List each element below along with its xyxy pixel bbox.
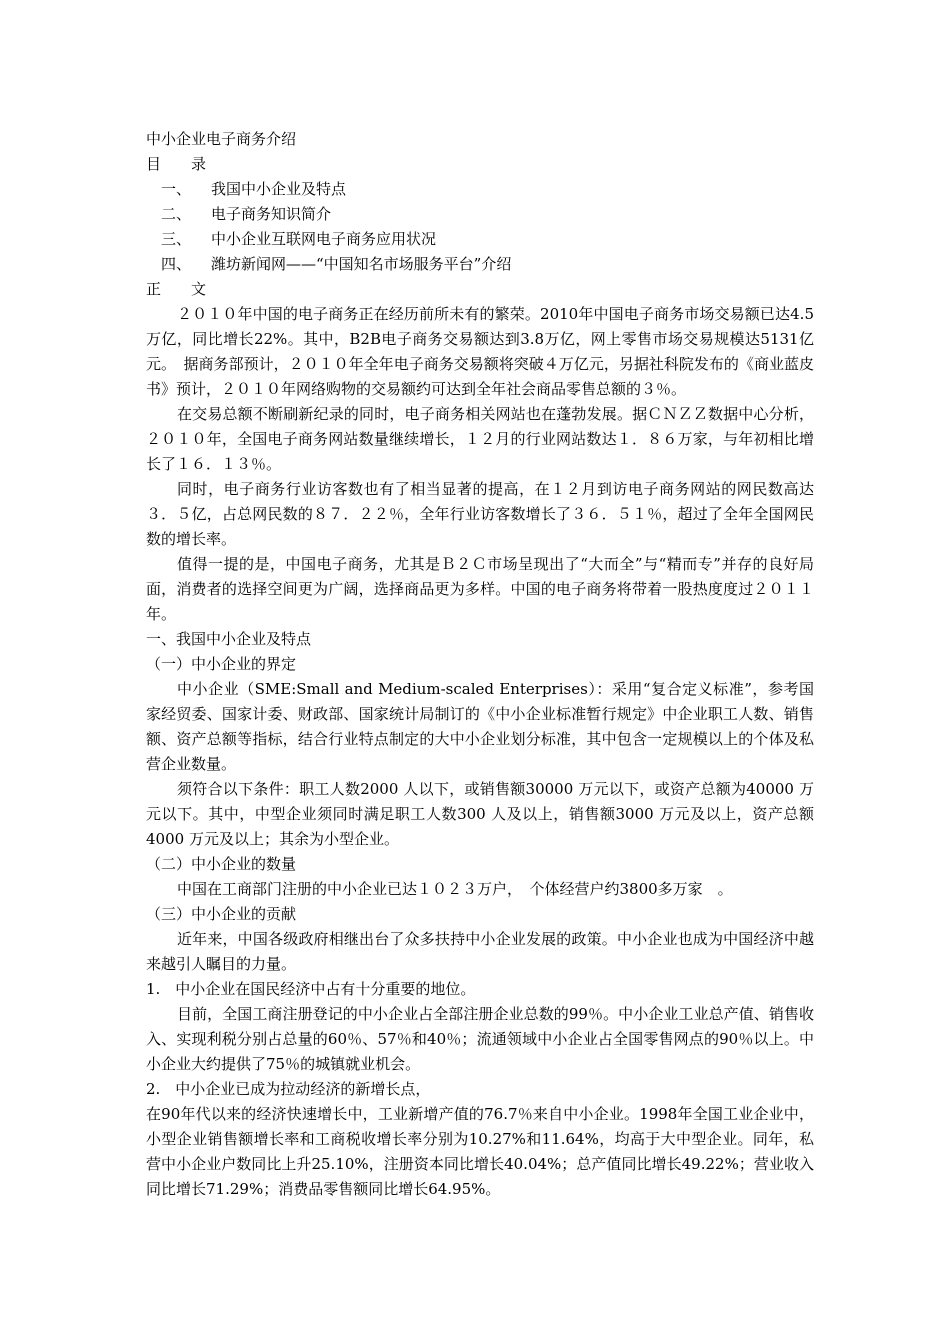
document-title: 中小企业电子商务介绍	[146, 130, 297, 148]
paragraph: 须符合以下条件：职工人数2000 人以下，或销售额30000 万元以下，或资产总额为40000 万元以下。其中，中型企业须同时满足职工人数300 人及以上，销售额3000 万元及以上，资产总额4000 万元及以上；其余为小型企业。	[146, 780, 814, 848]
toc-item-text: 我国中小企业及特点	[211, 180, 347, 198]
paragraph: 在交易总额不断刷新纪录的同时，电子商务相关网站也在蓬勃发展。据ＣＮＺＺ数据中心分析，２０１０年，全国电子商务网站数量继续增长，１２月的行业网站数达１．８６万家，与年初相比增长了１６．１３％。	[146, 405, 814, 473]
subsection-heading: （三）中小企业的贡献	[146, 905, 297, 923]
toc-item-number: 四、	[161, 255, 192, 273]
section-heading: 一、我国中小企业及特点	[146, 630, 312, 648]
toc-item-text: 潍坊新闻网——“中国知名市场服务平台”介绍	[211, 255, 512, 273]
subsection-heading: （二）中小企业的数量	[146, 855, 297, 873]
table-of-contents	[146, 177, 814, 277]
numbered-point-heading: 2. 中小企业已成为拉动经济的新增长点，	[146, 1080, 431, 1098]
toc-item-number: 三、	[161, 230, 192, 248]
subsection-heading: （一）中小企业的界定	[146, 655, 297, 673]
toc-item-number: 二、	[161, 205, 192, 223]
toc-item-text: 电子商务知识简介	[211, 205, 332, 223]
numbered-point-heading: 1. 中小企业在国民经济中占有十分重要的地位。	[146, 980, 476, 998]
paragraph: 同时，电子商务行业访客数也有了相当显著的提高，在１２月到访电子商务网站的网民数高达３．５亿，占总网民数的８７．２２％，全年行业访客数增长了３６．５１％，超过了全年全国网民数的增长率。	[146, 480, 814, 548]
paragraph: 值得一提的是，中国电子商务，尤其是Ｂ２Ｃ市场呈现出了“大而全”与“精而专”并存的良好局面，消费者的选择空间更为广阔，选择商品更为多样。中国的电子商务将带着一股热度度过２０１１年。	[146, 555, 814, 623]
body-heading: 正 文	[146, 280, 207, 298]
toc-item	[161, 227, 814, 252]
paragraph: 近年来，中国各级政府相继出台了众多扶持中小企业发展的政策。中小企业也成为中国经济中越来越引人瞩目的力量。	[146, 930, 814, 973]
paragraph: 目前，全国工商注册登记的中小企业占全部注册企业总数的99％。中小企业工业总产值、销售收入、实现利税分别占总量的60％、57％和40％；流通领域中小企业占全国零售网点的90％以上。中小企业大约提供了75％的城镇就业机会。	[146, 1005, 814, 1073]
toc-item	[161, 177, 814, 202]
toc-item	[161, 252, 814, 277]
document-body	[146, 127, 814, 1202]
toc-item-text: 中小企业互联网电子商务应用状况	[211, 230, 437, 248]
toc-item-number: 一、	[161, 180, 192, 198]
toc-item	[161, 202, 814, 227]
toc-heading: 目 录	[146, 155, 207, 173]
paragraph: 中小企业（SME:Small and Medium-scaled Enterprises）：采用“复合定义标准”，参考国家经贸委、国家计委、财政部、国家统计局制订的《中小企业标准暂行规定》中企业职工人数、销售额、资产总额等指标，结合行业特点制定的大中小企业划分标准，其中包含一定规模以上的个体及私营企业数量。	[146, 680, 814, 773]
paragraph: 在90年代以来的经济快速增长中，工业新增产值的76.7％来自中小企业。1998年全国工业企业中，小型企业销售额增长率和工商税收增长率分别为10.27%和11.64%，均高于大中型企业。同年，私营中小企业户数同比上升25.10%，注册资本同比增长40.04%；总产值同比增长49.22%；营业收入同比增长71.29%；消费品零售额同比增长64.95%。	[146, 1105, 814, 1198]
paragraph: ２０１０年中国的电子商务正在经历前所未有的繁荣。2010年中国电子商务市场交易额已达4.5万亿，同比增长22%。其中，B2B电子商务交易额达到3.8万亿，网上零售市场交易规模达5131亿元。 据商务部预计，２０１０年全年电子商务交易额将突破４万亿元，另据社科院发布的《商业蓝皮书》预计，２０１０年网络购物的交易额约可达到全年社会商品零售总额的３％。	[146, 305, 814, 398]
paragraph: 中国在工商部门注册的中小企业已达１０２３万户， 个体经营户约3800多万家 。	[177, 880, 733, 898]
